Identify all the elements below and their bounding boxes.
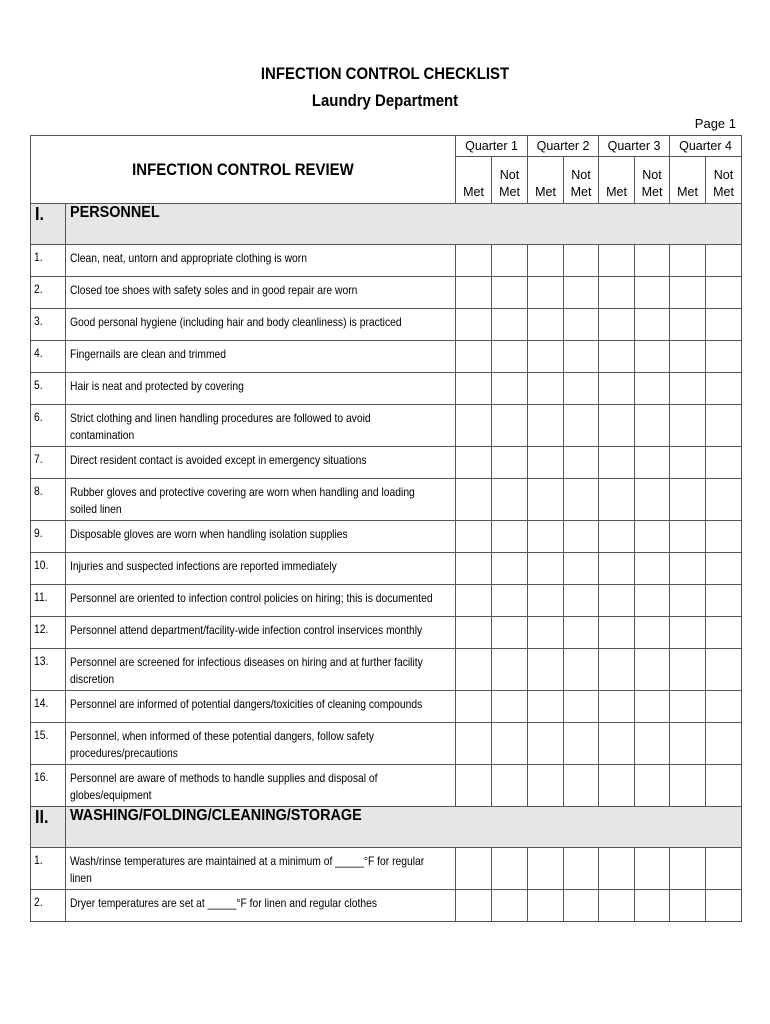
met-checkbox-q4[interactable]	[670, 553, 706, 585]
met-checkbox-q1[interactable]	[456, 617, 492, 649]
checklist-item-row	[31, 553, 742, 585]
item-number: 1.	[34, 853, 43, 867]
item-number-cell	[31, 890, 66, 922]
checklist-item-row	[31, 723, 742, 765]
not-met-checkbox-q2[interactable]	[564, 691, 599, 723]
met-checkbox-q4[interactable]	[670, 277, 706, 309]
not-met-header-q1	[492, 157, 528, 204]
not-met-checkbox-q1[interactable]	[492, 405, 528, 447]
met-header-q3	[599, 157, 635, 204]
section-roman-cell	[31, 204, 66, 245]
item-number: 14.	[34, 696, 49, 710]
checklist-table	[30, 135, 742, 922]
met-checkbox-q2[interactable]	[528, 373, 564, 405]
met-checkbox-q4[interactable]	[670, 341, 706, 373]
met-checkbox-q1[interactable]	[456, 479, 492, 521]
item-text-cell	[66, 553, 456, 585]
not-met-label-line1: Not	[713, 168, 734, 182]
quarter-4-header: Quarter 4	[670, 136, 742, 157]
met-checkbox-q4[interactable]	[670, 723, 706, 765]
item-text-cell	[66, 585, 456, 617]
item-number: 8.	[34, 484, 43, 498]
checklist-item-row	[31, 521, 742, 553]
met-checkbox-q3[interactable]	[599, 691, 635, 723]
page-number: Page 1	[694, 116, 736, 131]
quarter-3-header: Quarter 3	[599, 136, 670, 157]
item-text-cell	[66, 723, 456, 765]
item-text-line: globes/equipment	[70, 788, 152, 802]
not-met-checkbox-q4[interactable]	[706, 405, 742, 447]
met-checkbox-q1[interactable]	[456, 765, 492, 807]
not-met-checkbox-q1[interactable]	[492, 765, 528, 807]
met-checkbox-q2[interactable]	[528, 723, 564, 765]
met-checkbox-q2[interactable]	[528, 848, 564, 890]
item-text-line: Closed toe shoes with safety soles and in good repair are worn	[70, 283, 358, 297]
met-checkbox-q2[interactable]	[528, 245, 564, 277]
met-label: Met	[535, 185, 556, 199]
item-text-line: Strict clothing and linen handling procedures are followed to avoid	[70, 411, 371, 425]
met-checkbox-q2[interactable]	[528, 890, 564, 922]
not-met-checkbox-q2[interactable]	[564, 649, 599, 691]
item-text-cell	[66, 617, 456, 649]
review-title-cell	[31, 136, 456, 204]
checklist-item-row	[31, 309, 742, 341]
checklist-item-row	[31, 617, 742, 649]
not-met-checkbox-q3[interactable]	[635, 245, 670, 277]
met-checkbox-q1[interactable]	[456, 553, 492, 585]
met-checkbox-q3[interactable]	[599, 447, 635, 479]
not-met-label-line2: Met	[499, 185, 520, 199]
not-met-checkbox-q3[interactable]	[635, 405, 670, 447]
item-text-cell	[66, 309, 456, 341]
met-checkbox-q3[interactable]	[599, 373, 635, 405]
item-text-line: Personnel are screened for infectious diseases on hiring and at further facility	[70, 655, 423, 669]
not-met-checkbox-q2[interactable]	[564, 405, 599, 447]
item-number: 10.	[34, 558, 49, 572]
section-title: WASHING/FOLDING/CLEANING/STORAGE	[70, 807, 362, 824]
not-met-checkbox-q2[interactable]	[564, 890, 599, 922]
item-number-cell	[31, 447, 66, 479]
item-number-cell	[31, 691, 66, 723]
not-met-checkbox-q2[interactable]	[564, 765, 599, 807]
not-met-checkbox-q2[interactable]	[564, 585, 599, 617]
item-text-line: Wash/rinse temperatures are maintained at a minimum of _____°F for regular	[70, 854, 425, 868]
not-met-checkbox-q3[interactable]	[635, 765, 670, 807]
item-text-cell	[66, 405, 456, 447]
item-text-line: discretion	[70, 672, 115, 686]
met-checkbox-q4[interactable]	[670, 309, 706, 341]
item-number: 16.	[34, 770, 49, 784]
item-text-line: Fingernails are clean and trimmed	[70, 347, 227, 361]
met-checkbox-q3[interactable]	[599, 277, 635, 309]
not-met-checkbox-q4[interactable]	[706, 765, 742, 807]
not-met-checkbox-q1[interactable]	[492, 890, 528, 922]
section-number: II.	[35, 807, 49, 827]
item-text-line: Hair is neat and protected by covering	[70, 379, 244, 393]
met-checkbox-q1[interactable]	[456, 245, 492, 277]
checklist-item-row	[31, 479, 742, 521]
met-checkbox-q4[interactable]	[670, 617, 706, 649]
section-header-row	[31, 204, 742, 245]
not-met-checkbox-q4[interactable]	[706, 245, 742, 277]
item-number: 12.	[34, 622, 49, 636]
quarter-2-header: Quarter 2	[528, 136, 599, 157]
not-met-checkbox-q1[interactable]	[492, 479, 528, 521]
item-text-line: Personnel are oriented to infection control policies on hiring; this is documented	[70, 591, 433, 605]
met-checkbox-q1[interactable]	[456, 309, 492, 341]
met-checkbox-q4[interactable]	[670, 765, 706, 807]
item-text-cell	[66, 649, 456, 691]
not-met-header-q3	[635, 157, 670, 204]
not-met-checkbox-q4[interactable]	[706, 691, 742, 723]
met-checkbox-q2[interactable]	[528, 553, 564, 585]
not-met-checkbox-q2[interactable]	[564, 617, 599, 649]
item-number: 1.	[34, 250, 43, 264]
met-checkbox-q4[interactable]	[670, 691, 706, 723]
not-met-checkbox-q4[interactable]	[706, 890, 742, 922]
item-text-cell	[66, 479, 456, 521]
not-met-checkbox-q4[interactable]	[706, 521, 742, 553]
met-checkbox-q4[interactable]	[670, 405, 706, 447]
item-number: 5.	[34, 378, 43, 392]
not-met-checkbox-q3[interactable]	[635, 723, 670, 765]
not-met-checkbox-q2[interactable]	[564, 309, 599, 341]
item-text-line: Personnel, when informed of these potential dangers, follow safety	[70, 729, 375, 743]
met-header-q2	[528, 157, 564, 204]
checklist-item-row	[31, 691, 742, 723]
not-met-checkbox-q4[interactable]	[706, 617, 742, 649]
met-label: Met	[677, 185, 698, 199]
met-checkbox-q4[interactable]	[670, 373, 706, 405]
met-checkbox-q4[interactable]	[670, 521, 706, 553]
item-number: 3.	[34, 314, 43, 328]
met-checkbox-q2[interactable]	[528, 405, 564, 447]
not-met-checkbox-q3[interactable]	[635, 649, 670, 691]
checklist-item-row	[31, 245, 742, 277]
review-title: INFECTION CONTROL REVIEW	[132, 159, 354, 179]
item-text-cell	[66, 341, 456, 373]
item-text-line: Direct resident contact is avoided except in emergency situations	[70, 453, 367, 467]
met-checkbox-q4[interactable]	[670, 848, 706, 890]
not-met-checkbox-q1[interactable]	[492, 691, 528, 723]
section-title-cell	[66, 807, 742, 848]
not-met-checkbox-q3[interactable]	[635, 341, 670, 373]
section-title: PERSONNEL	[70, 204, 160, 221]
quarter-1-header: Quarter 1	[456, 136, 528, 157]
met-checkbox-q4[interactable]	[670, 649, 706, 691]
met-checkbox-q3[interactable]	[599, 521, 635, 553]
item-number-cell	[31, 479, 66, 521]
not-met-checkbox-q1[interactable]	[492, 341, 528, 373]
met-checkbox-q2[interactable]	[528, 617, 564, 649]
section-header-row	[31, 807, 742, 848]
checklist-item-row	[31, 405, 742, 447]
not-met-checkbox-q3[interactable]	[635, 553, 670, 585]
not-met-checkbox-q4[interactable]	[706, 447, 742, 479]
met-checkbox-q1[interactable]	[456, 585, 492, 617]
item-number: 4.	[34, 346, 43, 360]
checklist-item-row	[31, 649, 742, 691]
met-header-q1	[456, 157, 492, 204]
item-text-line: Clean, neat, untorn and appropriate clothing is worn	[70, 251, 307, 265]
met-checkbox-q2[interactable]	[528, 277, 564, 309]
checklist-item-row	[31, 447, 742, 479]
item-number: 15.	[34, 728, 49, 742]
not-met-checkbox-q4[interactable]	[706, 479, 742, 521]
met-checkbox-q1[interactable]	[456, 649, 492, 691]
met-checkbox-q1[interactable]	[456, 341, 492, 373]
not-met-checkbox-q2[interactable]	[564, 245, 599, 277]
document-title: INFECTION CONTROL CHECKLIST	[260, 64, 510, 83]
met-checkbox-q2[interactable]	[528, 309, 564, 341]
not-met-checkbox-q3[interactable]	[635, 479, 670, 521]
not-met-checkbox-q2[interactable]	[564, 373, 599, 405]
item-text-cell	[66, 765, 456, 807]
item-number: 2.	[34, 895, 43, 909]
met-checkbox-q4[interactable]	[670, 245, 706, 277]
item-number: 9.	[34, 526, 43, 540]
not-met-checkbox-q4[interactable]	[706, 373, 742, 405]
not-met-checkbox-q3[interactable]	[635, 309, 670, 341]
met-checkbox-q2[interactable]	[528, 649, 564, 691]
met-checkbox-q3[interactable]	[599, 890, 635, 922]
item-text-line: Personnel are aware of methods to handle supplies and disposal of	[70, 771, 378, 785]
not-met-checkbox-q1[interactable]	[492, 723, 528, 765]
item-number: 11.	[34, 590, 48, 604]
not-met-checkbox-q3[interactable]	[635, 277, 670, 309]
not-met-checkbox-q1[interactable]	[492, 245, 528, 277]
not-met-header-q4	[706, 157, 742, 204]
not-met-checkbox-q4[interactable]	[706, 277, 742, 309]
item-text-cell	[66, 447, 456, 479]
met-checkbox-q2[interactable]	[528, 341, 564, 373]
not-met-checkbox-q1[interactable]	[492, 309, 528, 341]
item-text-line: Disposable gloves are worn when handling isolation supplies	[70, 527, 348, 541]
met-checkbox-q1[interactable]	[456, 521, 492, 553]
not-met-checkbox-q4[interactable]	[706, 341, 742, 373]
not-met-checkbox-q4[interactable]	[706, 585, 742, 617]
item-number-cell	[31, 553, 66, 585]
not-met-checkbox-q2[interactable]	[564, 479, 599, 521]
not-met-checkbox-q3[interactable]	[635, 585, 670, 617]
item-text-line: contamination	[70, 428, 135, 442]
met-header-q4	[670, 157, 706, 204]
item-number-cell	[31, 245, 66, 277]
met-checkbox-q1[interactable]	[456, 277, 492, 309]
section-roman-cell	[31, 807, 66, 848]
checklist-item-row	[31, 373, 742, 405]
not-met-checkbox-q2[interactable]	[564, 553, 599, 585]
not-met-checkbox-q2[interactable]	[564, 447, 599, 479]
item-text-cell	[66, 521, 456, 553]
item-text-line: Injuries and suspected infections are reported immediately	[70, 559, 337, 573]
section-title-cell	[66, 204, 742, 245]
item-text-line: Personnel are informed of potential dangers/toxicities of cleaning compounds	[70, 697, 423, 711]
document-subtitle: Laundry Department	[311, 91, 459, 110]
item-number-cell	[31, 848, 66, 890]
met-checkbox-q4[interactable]	[670, 585, 706, 617]
item-text-line: linen	[70, 871, 92, 885]
not-met-checkbox-q1[interactable]	[492, 585, 528, 617]
not-met-checkbox-q4[interactable]	[706, 723, 742, 765]
not-met-label-line2: Met	[641, 185, 663, 199]
not-met-checkbox-q4[interactable]	[706, 649, 742, 691]
met-checkbox-q2[interactable]	[528, 765, 564, 807]
item-text-cell	[66, 890, 456, 922]
item-text-cell	[66, 245, 456, 277]
item-number-cell	[31, 585, 66, 617]
met-checkbox-q1[interactable]	[456, 447, 492, 479]
section-number: I.	[35, 204, 45, 224]
met-checkbox-q3[interactable]	[599, 585, 635, 617]
item-text-cell	[66, 373, 456, 405]
not-met-checkbox-q1[interactable]	[492, 553, 528, 585]
checklist-item-row	[31, 765, 742, 807]
item-number: 2.	[34, 282, 43, 296]
not-met-checkbox-q1[interactable]	[492, 277, 528, 309]
met-checkbox-q3[interactable]	[599, 245, 635, 277]
met-label: Met	[606, 185, 627, 199]
met-checkbox-q3[interactable]	[599, 765, 635, 807]
not-met-checkbox-q3[interactable]	[635, 848, 670, 890]
not-met-checkbox-q4[interactable]	[706, 553, 742, 585]
item-number-cell	[31, 373, 66, 405]
met-checkbox-q3[interactable]	[599, 848, 635, 890]
not-met-checkbox-q2[interactable]	[564, 848, 599, 890]
not-met-checkbox-q1[interactable]	[492, 521, 528, 553]
met-checkbox-q3[interactable]	[599, 723, 635, 765]
item-number: 7.	[34, 452, 43, 466]
not-met-checkbox-q2[interactable]	[564, 277, 599, 309]
item-number-cell	[31, 309, 66, 341]
item-number-cell	[31, 521, 66, 553]
item-text-line: procedures/precautions	[70, 746, 178, 760]
header-row-quarters	[31, 136, 742, 157]
not-met-checkbox-q1[interactable]	[492, 649, 528, 691]
not-met-checkbox-q3[interactable]	[635, 373, 670, 405]
not-met-label-line2: Met	[713, 185, 734, 199]
met-checkbox-q1[interactable]	[456, 373, 492, 405]
item-number-cell	[31, 341, 66, 373]
met-checkbox-q1[interactable]	[456, 405, 492, 447]
checklist-item-row	[31, 585, 742, 617]
item-number-cell	[31, 649, 66, 691]
met-checkbox-q2[interactable]	[528, 479, 564, 521]
checklist-item-row	[31, 341, 742, 373]
item-text-line: Dryer temperatures are set at _____°F for linen and regular clothes	[70, 896, 378, 910]
item-text-line: soiled linen	[70, 502, 122, 516]
met-checkbox-q1[interactable]	[456, 723, 492, 765]
met-checkbox-q2[interactable]	[528, 691, 564, 723]
met-checkbox-q2[interactable]	[528, 447, 564, 479]
not-met-checkbox-q1[interactable]	[492, 373, 528, 405]
met-checkbox-q3[interactable]	[599, 617, 635, 649]
met-checkbox-q3[interactable]	[599, 341, 635, 373]
not-met-checkbox-q3[interactable]	[635, 691, 670, 723]
item-number-cell	[31, 405, 66, 447]
met-checkbox-q1[interactable]	[456, 691, 492, 723]
not-met-label-line1: Not	[499, 168, 520, 182]
item-text-cell	[66, 848, 456, 890]
item-number-cell	[31, 277, 66, 309]
met-label: Met	[463, 185, 484, 199]
met-checkbox-q1[interactable]	[456, 890, 492, 922]
met-checkbox-q3[interactable]	[599, 309, 635, 341]
not-met-checkbox-q3[interactable]	[635, 890, 670, 922]
met-checkbox-q2[interactable]	[528, 585, 564, 617]
not-met-header-q2	[564, 157, 599, 204]
not-met-label-line2: Met	[570, 185, 592, 199]
not-met-label-line1: Not	[642, 168, 662, 182]
met-checkbox-q4[interactable]	[670, 479, 706, 521]
met-checkbox-q3[interactable]	[599, 649, 635, 691]
met-checkbox-q4[interactable]	[670, 447, 706, 479]
not-met-checkbox-q2[interactable]	[564, 341, 599, 373]
item-number: 6.	[34, 410, 43, 424]
item-number-cell	[31, 723, 66, 765]
item-text-cell	[66, 277, 456, 309]
not-met-checkbox-q2[interactable]	[564, 723, 599, 765]
item-number-cell	[31, 765, 66, 807]
checklist-item-row	[31, 848, 742, 890]
not-met-checkbox-q1[interactable]	[492, 848, 528, 890]
not-met-label-line1: Not	[571, 168, 591, 182]
checklist-item-row	[31, 890, 742, 922]
item-number-cell	[31, 617, 66, 649]
not-met-checkbox-q3[interactable]	[635, 447, 670, 479]
not-met-checkbox-q3[interactable]	[635, 617, 670, 649]
not-met-checkbox-q4[interactable]	[706, 848, 742, 890]
not-met-checkbox-q3[interactable]	[635, 521, 670, 553]
met-checkbox-q1[interactable]	[456, 848, 492, 890]
not-met-checkbox-q1[interactable]	[492, 447, 528, 479]
item-text-line: Good personal hygiene (including hair and body cleanliness) is practiced	[70, 315, 402, 329]
not-met-checkbox-q2[interactable]	[564, 521, 599, 553]
met-checkbox-q4[interactable]	[670, 890, 706, 922]
not-met-checkbox-q1[interactable]	[492, 617, 528, 649]
item-number: 13.	[34, 654, 49, 668]
item-text-cell	[66, 691, 456, 723]
item-text-line: Personnel attend department/facility-wide infection control inservices monthly	[70, 623, 423, 637]
checklist-item-row	[31, 277, 742, 309]
met-checkbox-q2[interactable]	[528, 521, 564, 553]
met-checkbox-q3[interactable]	[599, 479, 635, 521]
met-checkbox-q3[interactable]	[599, 405, 635, 447]
not-met-checkbox-q4[interactable]	[706, 309, 742, 341]
item-text-line: Rubber gloves and protective covering are worn when handling and loading	[70, 485, 415, 499]
met-checkbox-q3[interactable]	[599, 553, 635, 585]
